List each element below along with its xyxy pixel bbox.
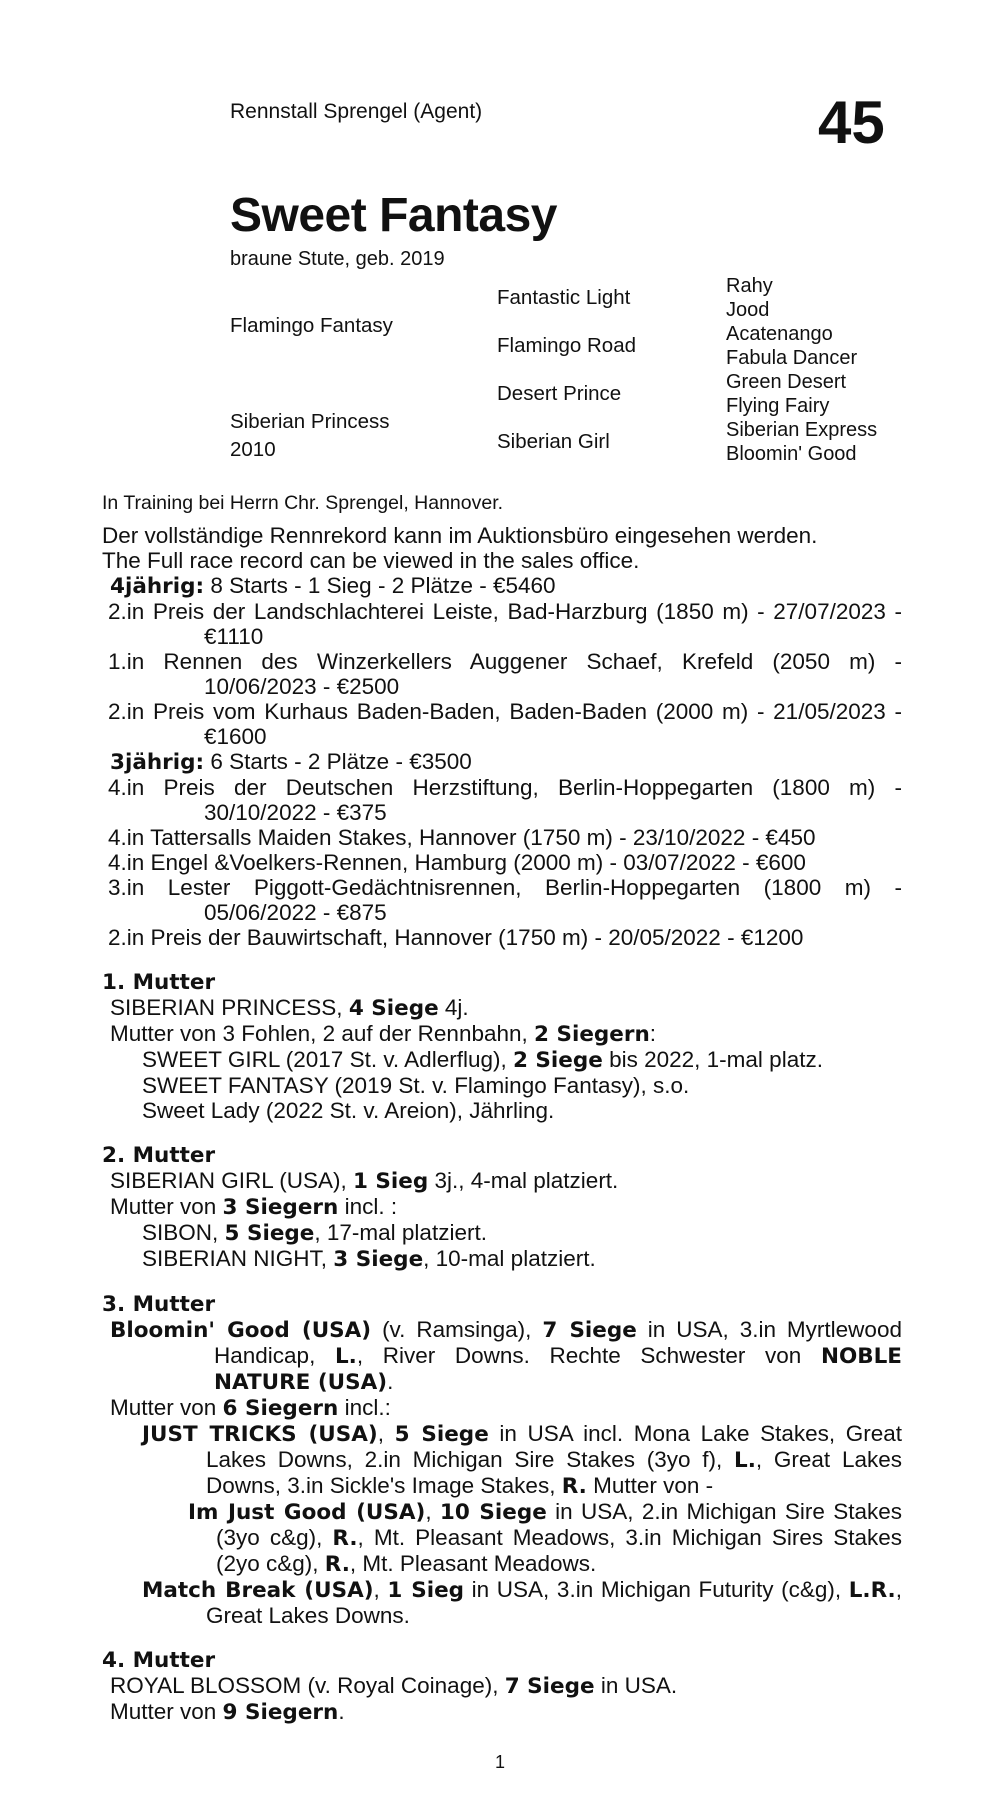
race-run: 3.in Lester Piggott-Gedächtnisrennen, Berlin-Hoppegarten (1800 m) - 05/06/2022 - €875 — [108, 875, 902, 925]
pedigree-g3-2: Jood — [726, 299, 770, 321]
race-record-note-de: Der vollständige Rennrekord kann im Auktionsbüro eingesehen werden. — [102, 523, 818, 548]
race-run: 2.in Preis vom Kurhaus Baden-Baden, Baden-Baden (2000 m) - 21/05/2023 - €1600 — [108, 699, 902, 749]
dam2-produce: Mutter von 3 Siegern incl. : — [110, 1194, 398, 1220]
training-note: In Training bei Herrn Chr. Sprengel, Hannover. — [102, 492, 504, 514]
dam1-heading: 1. Mutter — [102, 970, 216, 995]
pedigree-g3-7: Siberian Express — [726, 419, 878, 441]
dam1-produce: Mutter von 3 Fohlen, 2 auf der Rennbahn, 2 Siegern: — [110, 1021, 657, 1047]
age4-summary: 4jährig: 8 Starts - 1 Sieg - 2 Plätze - €5460 — [110, 573, 556, 599]
horse-description: braune Stute, geb. 2019 — [230, 248, 445, 270]
pedigree-g3-8: Bloomin' Good — [726, 443, 857, 465]
pedigree-dam-sire: Desert Prince — [497, 382, 622, 405]
dam1-foal: Sweet Lady (2022 St. v. Areion), Jährling. — [142, 1098, 555, 1123]
pedigree-dam: Siberian Princess — [230, 410, 390, 433]
dam2-heading: 2. Mutter — [102, 1143, 216, 1168]
pedigree-g3-1: Rahy — [726, 275, 773, 297]
dam1-line: SIBERIAN PRINCESS, 4 Siege 4j. — [110, 995, 469, 1021]
lot-number: 45 — [818, 89, 885, 156]
dam3-line: Bloomin' Good (USA) (v. Ramsinga), 7 Siege in USA, 3.in Myrtlewood Handicap, L., River Downs. Rechte Schwester von NOBLE NATURE (USA). — [110, 1317, 902, 1395]
dam3-heading: 3. Mutter — [102, 1292, 216, 1317]
race-run: 1.in Rennen des Winzerkellers Auggener Schaef, Krefeld (2050 m) - 10/06/2023 - €2500 — [108, 649, 902, 699]
race-run: 4.in Preis der Deutschen Herzstiftung, Berlin-Hoppegarten (1800 m) - 30/10/2022 - €375 — [108, 775, 902, 825]
dam3-foal-just-tricks: JUST TRICKS (USA), 5 Siege in USA incl. Mona Lake Stakes, Great Lakes Downs, 2.in Michigan Sire Stakes (3yo f), L., Great Lakes Downs, 3.in Sickle's Image Stakes, R. Mutter von - — [142, 1421, 902, 1499]
race-run: 4.in Engel &Voelkers-Rennen, Hamburg (2000 m) - 03/07/2022 - €600 — [108, 850, 806, 875]
pedigree-g3-3: Acatenango — [726, 323, 833, 345]
dam3-grandfoal-im-just-good: Im Just Good (USA), 10 Siege in USA, 2.in Michigan Sire Stakes (3yo c&g), R., Mt. Pleasant Meadows, 3.in Michigan Sires Stakes (2yo c&g), R., Mt. Pleasant Meadows. — [188, 1499, 902, 1577]
page-number: 1 — [495, 1752, 506, 1772]
pedigree-g3-6: Flying Fairy — [726, 395, 830, 417]
pedigree-g3-5: Green Desert — [726, 371, 847, 393]
dam4-line: ROYAL BLOSSOM (v. Royal Coinage), 7 Siege in USA. — [110, 1673, 678, 1699]
pedigree-dam-year: 2010 — [230, 438, 276, 461]
dam4-produce: Mutter von 9 Siegern. — [110, 1699, 345, 1725]
dam1-foal: SWEET GIRL (2017 St. v. Adlerflug), 2 Siege bis 2022, 1-mal platz. — [142, 1047, 823, 1073]
pedigree-g3-4: Fabula Dancer — [726, 347, 858, 369]
horse-name: Sweet Fantasy — [230, 189, 557, 242]
dam3-produce: Mutter von 6 Siegern incl.: — [110, 1395, 391, 1421]
race-run: 4.in Tattersalls Maiden Stakes, Hannover (1750 m) - 23/10/2022 - €450 — [108, 825, 816, 850]
race-record-note-en: The Full race record can be viewed in the sales office. — [102, 548, 640, 573]
race-run: 2.in Preis der Landschlachterei Leiste, Bad-Harzburg (1850 m) - 27/07/2023 - €1110 — [108, 599, 902, 649]
pedigree-dam-dam: Siberian Girl — [497, 430, 610, 453]
catalogue-body — [102, 523, 902, 1725]
pedigree-sire: Flamingo Fantasy — [230, 314, 393, 337]
dam1-foal: SWEET FANTASY (2019 St. v. Flamingo Fantasy), s.o. — [142, 1073, 690, 1098]
dam2-foal: SIBERIAN NIGHT, 3 Siege, 10-mal platziert. — [142, 1246, 596, 1272]
age3-summary: 3jährig: 6 Starts - 2 Plätze - €3500 — [110, 749, 472, 775]
pedigree-sire-sire: Fantastic Light — [497, 286, 631, 309]
dam3-foal-match-break: Match Break (USA), 1 Sieg in USA, 3.in Michigan Futurity (c&g), L.R., Great Lakes Downs. — [142, 1577, 902, 1628]
dam2-foal: SIBON, 5 Siege, 17-mal platziert. — [142, 1220, 487, 1246]
dam2-line: SIBERIAN GIRL (USA), 1 Sieg 3j., 4-mal platziert. — [110, 1168, 619, 1194]
consignor: Rennstall Sprengel (Agent) — [230, 100, 483, 123]
pedigree-sire-dam: Flamingo Road — [497, 334, 637, 357]
dam4-heading: 4. Mutter — [102, 1648, 216, 1673]
race-run: 2.in Preis der Bauwirtschaft, Hannover (1750 m) - 20/05/2022 - €1200 — [108, 925, 804, 950]
